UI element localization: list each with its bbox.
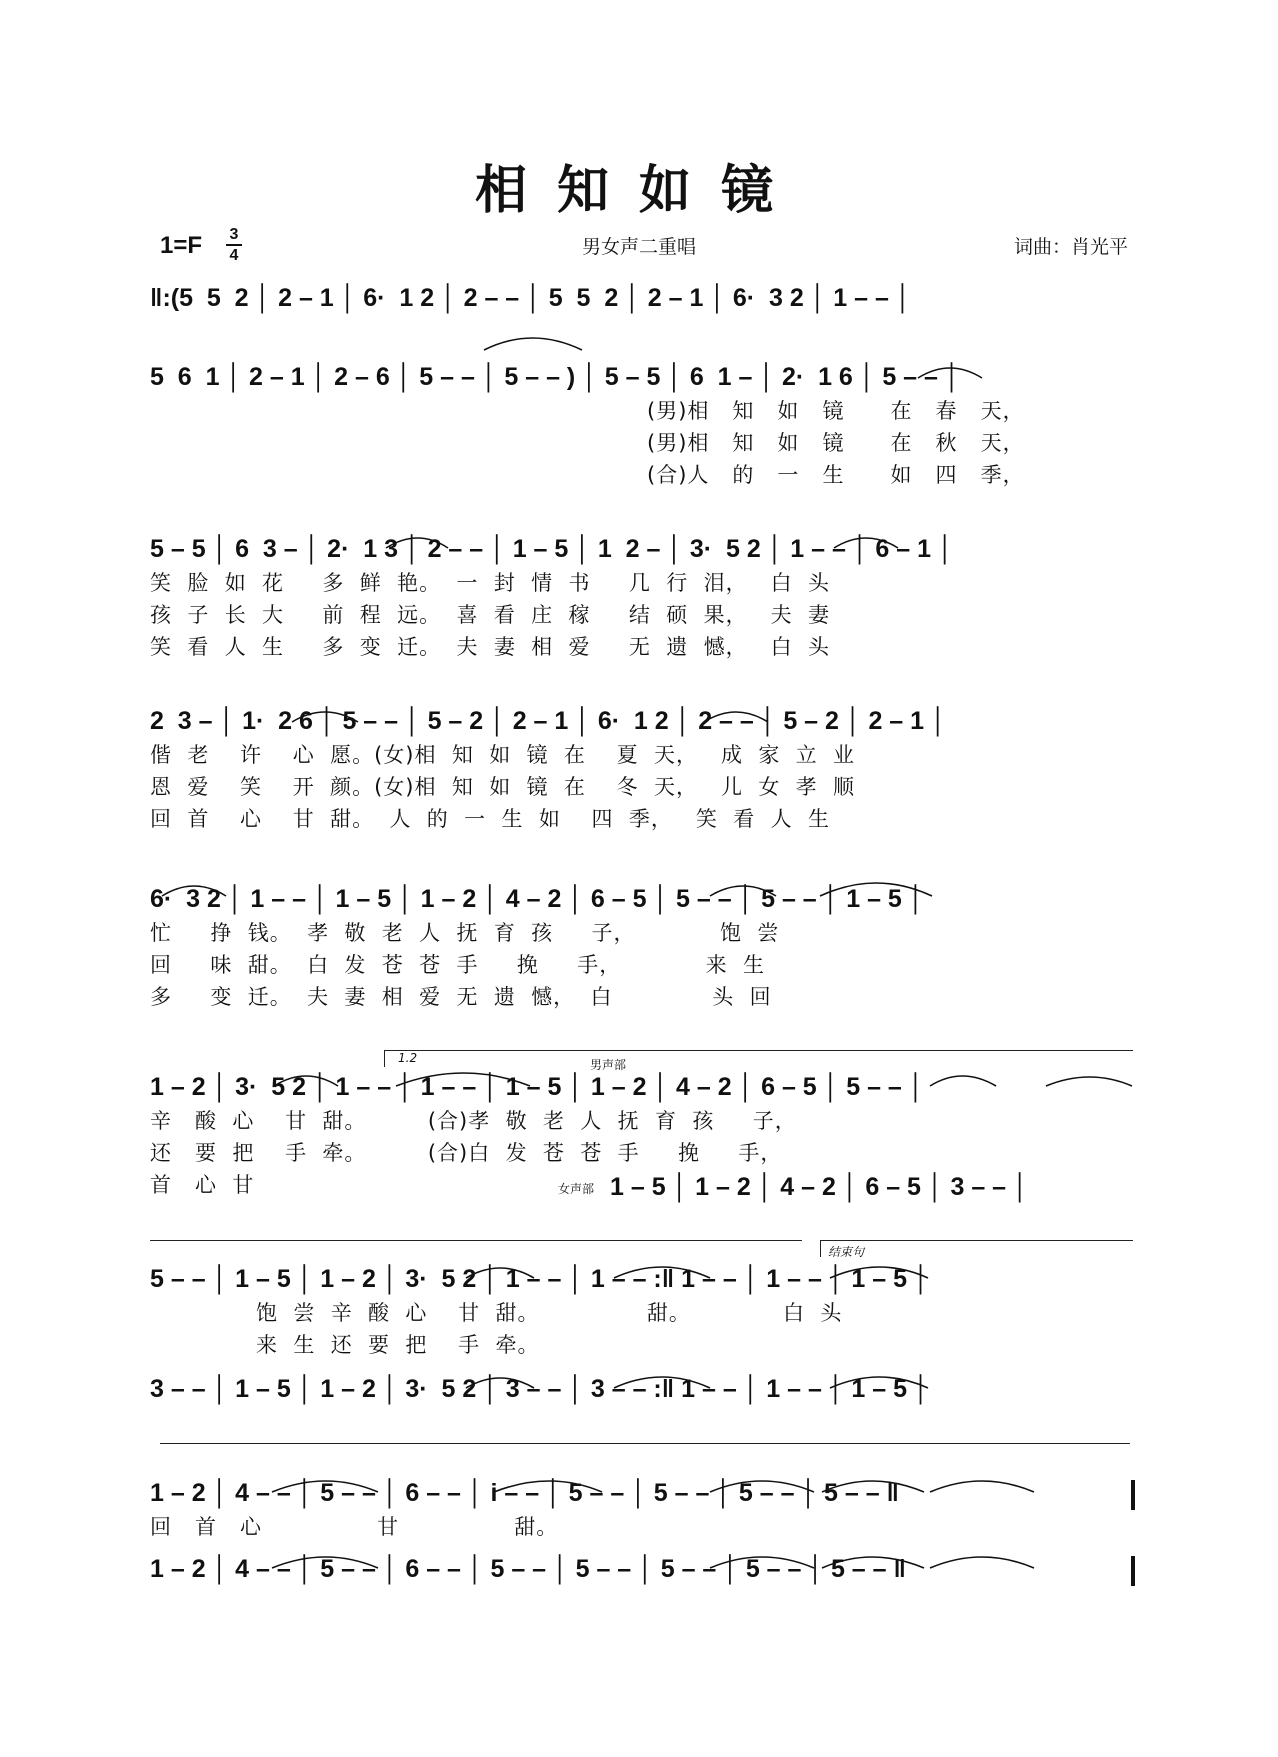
lyric-line-5-2: 回 味 甜。 白 发 苍 苍 手 挽 手， 来 生 xyxy=(150,953,766,977)
music-line-2: 5 6 1 │ 2 – 1 │ 2 – 6 │ 5 – – │ 5 – – ) │ 5 – 5 │ 6 1 – │ 2· 1 6 │ 5 – – │ xyxy=(150,363,961,391)
final-bracket-line xyxy=(160,1443,1130,1444)
ending-label: 结束句 xyxy=(828,1245,865,1259)
lyric-line-3-3: 笑 看 人 生 多 变 迁。 夫 妻 相 爱 无 遗 憾， 白 头 xyxy=(150,635,830,659)
lyric-line-5-3: 多 变 迁。 夫 妻 相 爱 无 遗 憾， 白 头 回 xyxy=(150,985,772,1009)
lyric-line-2-2: (男)相 知 如 镜 在 秋 天， xyxy=(647,431,1025,455)
performance-type: 男女声二重唱 xyxy=(581,236,696,258)
meter-top: 3 xyxy=(229,226,239,243)
music-line-3: 5 – 5 │ 6 3 – │ 2· 1 3 │ 2 – – │ 1 – 5 │ 1 2 – │ 3· 5 2 │ 1 – – │ 6 – 1 │ xyxy=(150,535,954,563)
lyric-line-2-1: (男)相 知 如 镜 在 春 天， xyxy=(647,399,1025,423)
music-line-6-lower: 1 – 5 │ 1 – 2 │ 4 – 2 │ 6 – 5 │ 3 – – │ xyxy=(610,1173,1029,1201)
ending-bracket xyxy=(820,1240,1133,1257)
volta-bracket-12 xyxy=(384,1050,1133,1067)
lyric-line-4-2: 恩 爱 笑 开 颜。(女)相 知 如 镜 在 冬 天， 儿 女 孝 顺 xyxy=(150,775,856,799)
music-line-6: 1 – 2 │ 3· 5 2 │ 1 – – │ 1 – – │ 1 – 5 │ 1 – 2 │ 4 – 2 │ 6 – 5 │ 5 – – │ xyxy=(150,1073,925,1101)
lyric-line-6-2: 还 要 把 手 牵。 (合)白 发 苍 苍 手 挽 手， xyxy=(150,1141,783,1165)
lyric-line-2-3: (合)人 的 一 生 如 四 季， xyxy=(647,463,1025,487)
song-title: 相知如镜 xyxy=(474,160,803,221)
lyric-line-4-1: 偕 老 许 心 愿。(女)相 知 如 镜 在 夏 天， 成 家 立 业 xyxy=(150,743,856,767)
music-line-1: ‖:(5 5 2 │ 2 – 1 │ 6· 1 2 │ 2 – – │ 5 5 2 │ 2 – 1 │ 6· 3 2 │ 1 – – │ xyxy=(150,284,912,312)
repeat-bracket-line xyxy=(150,1240,802,1241)
music-line-4: 2 3 – │ 1· 2 6 │ 5 – – │ 5 – 2 │ 2 – 1 │ 6· 1 2 │ 2 – – │ 5 – 2 │ 2 – 1 │ xyxy=(150,707,947,735)
music-line-7: 5 – – │ 1 – 5 │ 1 – 2 │ 3· 5 2 │ 1 – – │ 1 – – :‖ 1 – – │ 1 – – │ 1 – 5 │ xyxy=(150,1265,930,1293)
female-part-label: 女声部 xyxy=(558,1182,595,1196)
lyricist-composer: 词曲：肖光平 xyxy=(1013,236,1128,258)
lyric-line-6-1: 辛 酸 心 甘 甜。 (合)孝 敬 老 人 抚 育 孩 子， xyxy=(150,1109,797,1133)
lyric-line-3-2: 孩 子 长 大 前 程 远。 喜 看 庄 稼 结 硕 果， 夫 妻 xyxy=(150,603,830,627)
music-line-5: 6· 3 2 │ 1 – – │ 1 – 5 │ 1 – 2 │ 4 – 2 │ 6 – 5 │ 5 – – │ 5 – – │ 1 – 5 │ xyxy=(150,885,925,913)
key-signature: 1=F xyxy=(160,232,203,259)
meter-bottom: 4 xyxy=(229,247,239,264)
lyric-line-4-3: 回 首 心 甘 甜。 人 的 一 生 如 四 季， 笑 看 人 生 xyxy=(150,807,830,831)
lyric-line-8-1: 回 首 心 甘 甜。 xyxy=(150,1515,559,1539)
volta-label: 1.2 xyxy=(398,1051,418,1065)
music-line-7-lower: 3 – – │ 1 – 5 │ 1 – 2 │ 3· 5 2 │ 3 – – │ 3 – – :‖ 1 – – │ 1 – – │ 1 – 5 │ xyxy=(150,1375,930,1403)
lyric-line-3-1: 笑 脸 如 花 多 鲜 艳。 一 封 情 书 几 行 泪， 白 头 xyxy=(150,571,830,595)
music-line-8: 1 – 2 │ 4 – – │ 5 – – │ 6 – – │ i – – │ 5 – – │ 5 – – │ 5 – – │ 5 – – ‖ xyxy=(150,1479,899,1507)
lyric-line-7-2: 来 生 还 要 把 手 牵。 xyxy=(256,1333,540,1357)
lyric-line-7-1: 饱 尝 辛 酸 心 甘 甜。 甜。 白 头 xyxy=(256,1301,843,1325)
male-part-label: 男声部 xyxy=(590,1058,627,1072)
slur xyxy=(484,338,582,350)
lyric-line-5-1: 忙 挣 钱。 孝 敬 老 人 抚 育 孩 子， 饱 尝 xyxy=(150,921,780,945)
music-line-8-lower: 1 – 2 │ 4 – – │ 5 – – │ 6 – – │ 5 – – │ 5 – – │ 5 – – │ 5 – – │ 5 – – ‖ xyxy=(150,1555,906,1583)
lyric-line-6-3: 首 心 甘 xyxy=(150,1173,255,1197)
